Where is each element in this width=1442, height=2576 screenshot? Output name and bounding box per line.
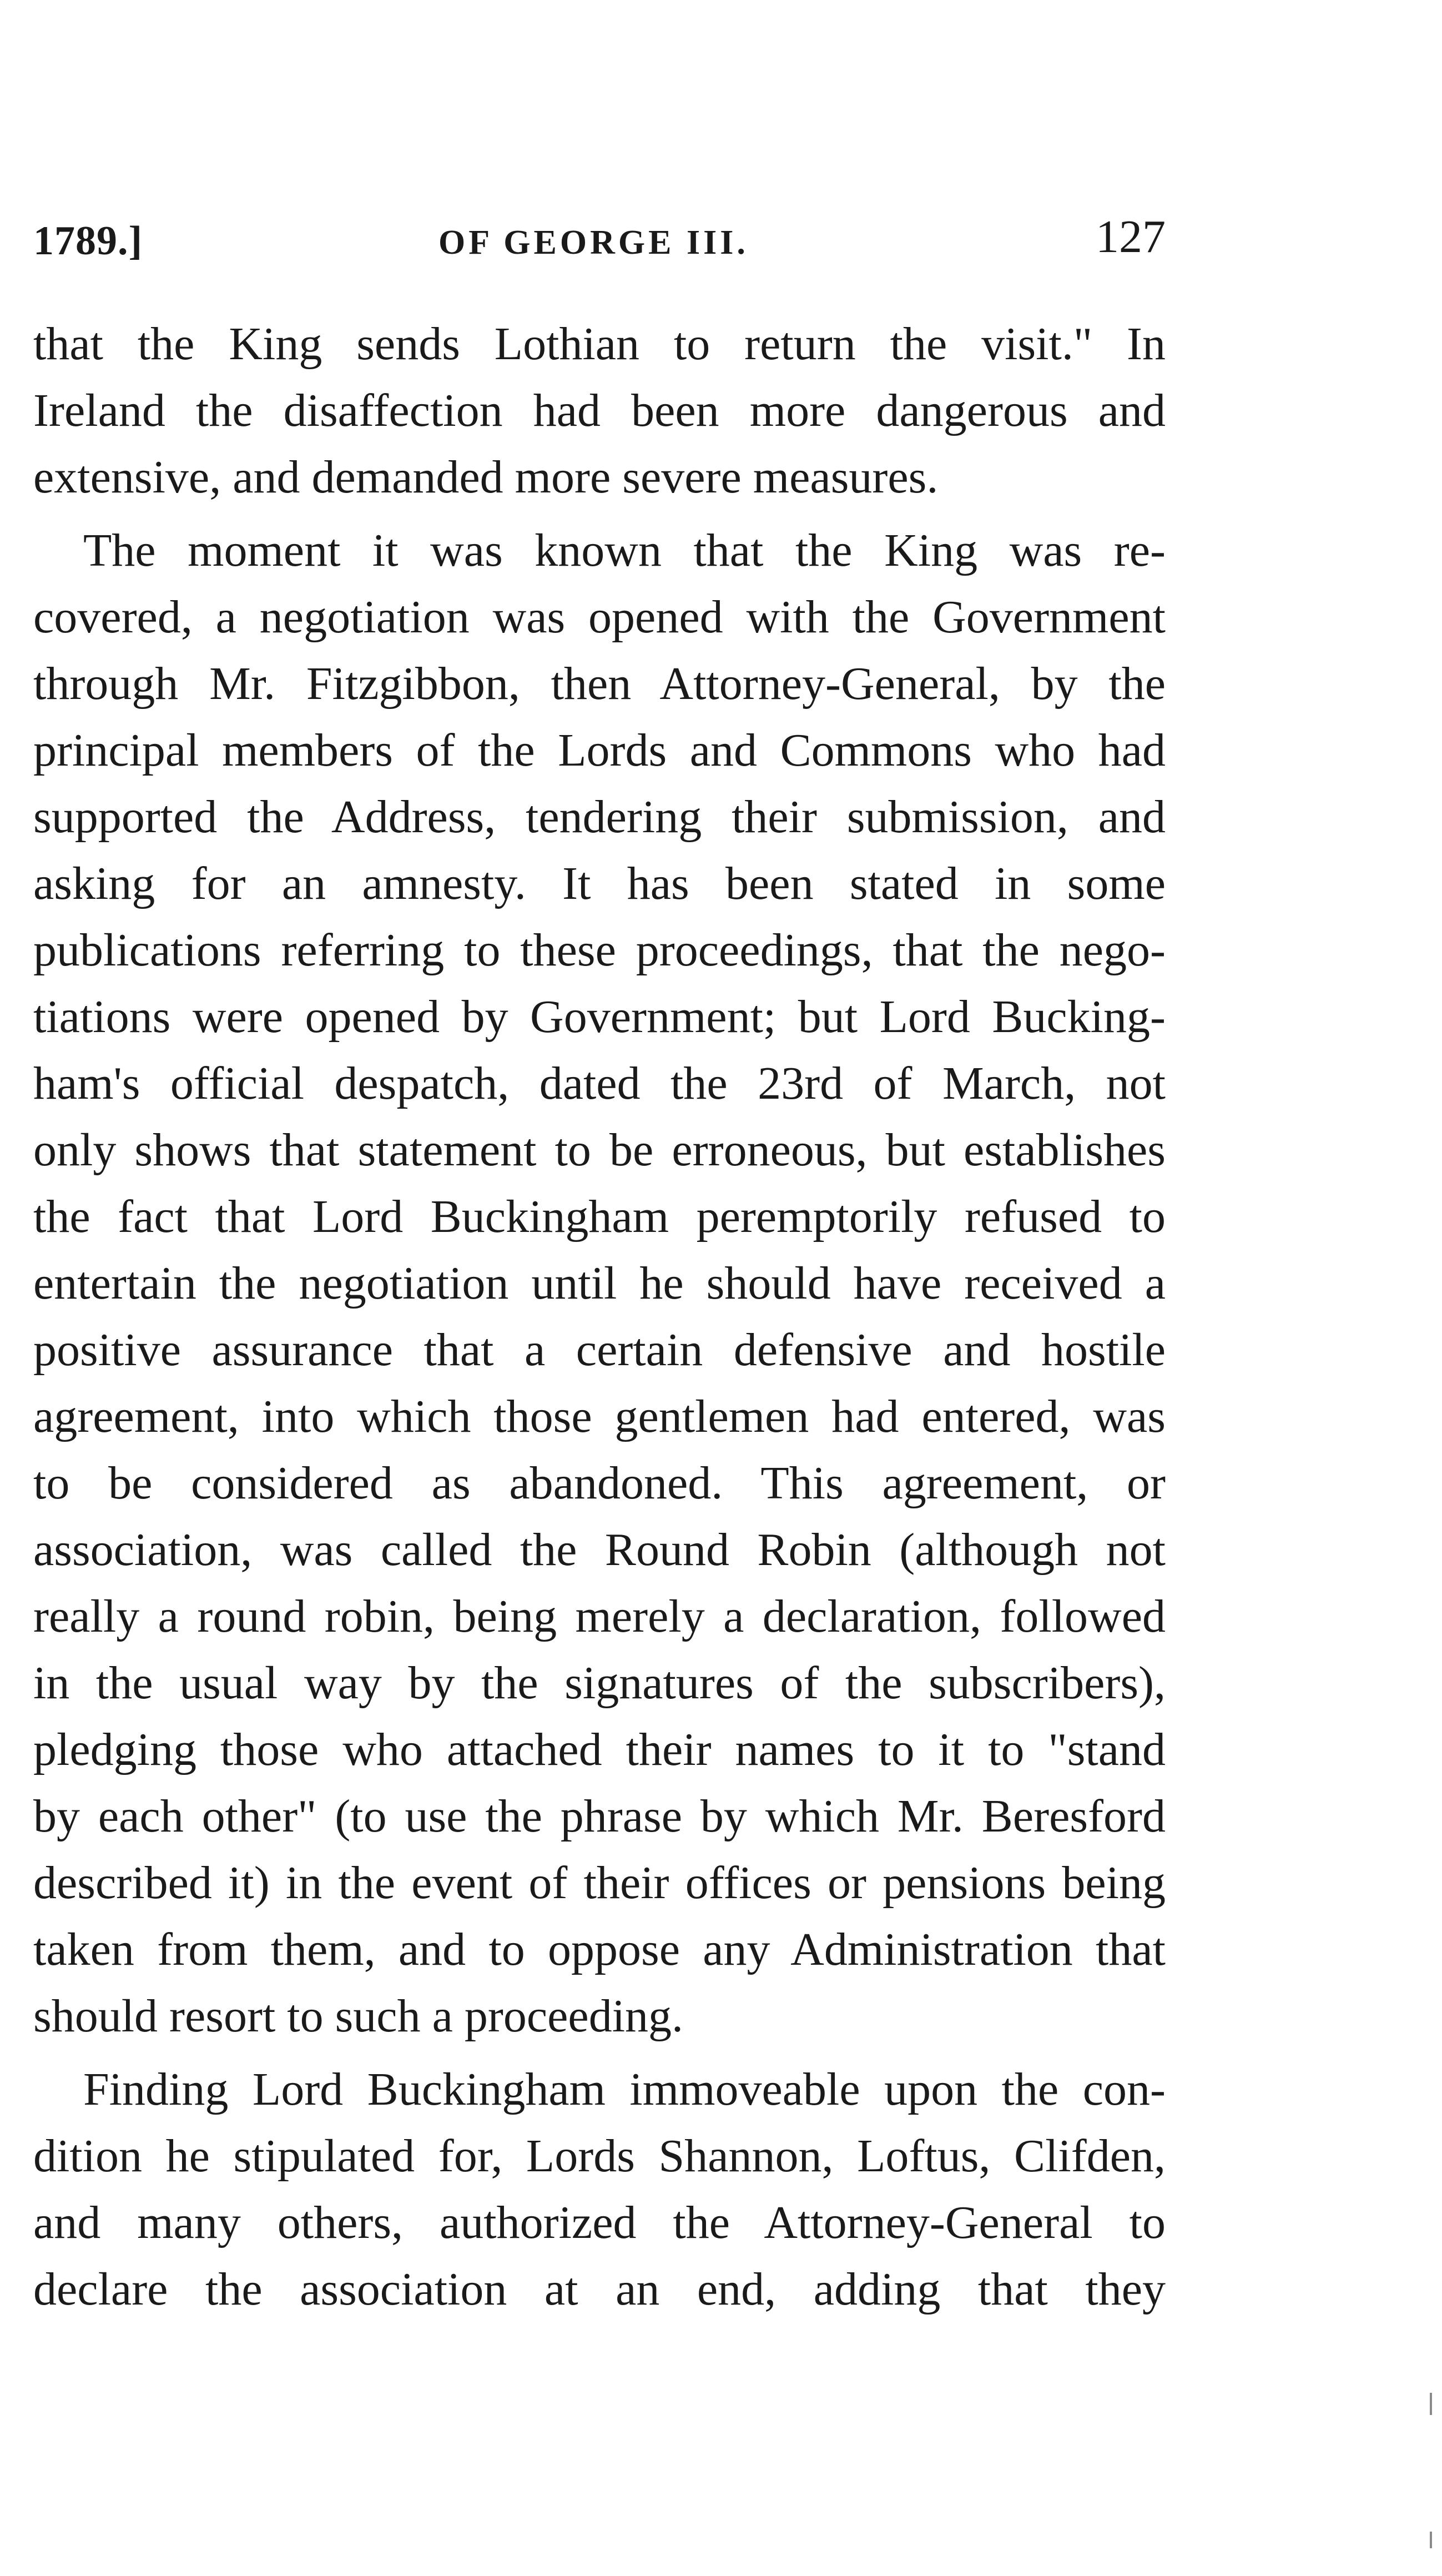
text-line: to be considered as abandoned. This agreement, or [33,1457,1166,1509]
scan-edge-mark [1430,2532,1432,2548]
text-line: through Mr. Fitzgibbon, then Attorney-General, by the [33,658,1166,710]
text-line: extensive, and demanded more severe measures. [33,451,939,503]
text-line: association, was called the Round Robin (although not [33,1524,1166,1576]
text-line: entertain the negotiation until he should have received a [33,1257,1166,1309]
text-line: that the King sends Lothian to return the visit." In [33,318,1166,370]
text-line: described it) in the event of their offices or pensions being [33,1857,1166,1909]
text-line: agreement, into which those gentlemen had entered, was [33,1391,1166,1442]
text-line: pledging those who attached their names to it to "stand [33,1724,1166,1775]
header-year: 1789.] [33,218,143,264]
paragraph-first-line: The moment it was known that the King was re- [83,525,1166,576]
text-line: supported the Address, tendering their submission, and [33,791,1166,843]
text-line: publications referring to these proceedings, that the nego- [33,924,1166,976]
text-line: should resort to such a proceeding. [33,1990,684,2042]
text-line: declare the association at an end, adding that they [33,2263,1166,2315]
text-line: and many others, authorized the Attorney-General to [33,2197,1166,2248]
text-line: covered, a negotiation was opened with the Government [33,591,1166,643]
page-number: 127 [1096,211,1166,263]
text-line: in the usual way by the signatures of the subscribers), [33,1657,1166,1709]
text-line: really a round robin, being merely a declaration, followed [33,1591,1166,1642]
scan-edge-mark [1430,2393,1432,2415]
text-line: the fact that Lord Buckingham peremptorily refused to [33,1191,1166,1242]
header-title: OF GEORGE III. [438,224,749,261]
paragraph-first-line: Finding Lord Buckingham immoveable upon the con- [83,2064,1166,2115]
text-line: Ireland the disaffection had been more dangerous and [33,385,1166,436]
text-line: by each other" (to use the phrase by which Mr. Beresford [33,1790,1166,1842]
text-line: ham's official despatch, dated the 23rd of March, not [33,1058,1166,1109]
text-line: positive assurance that a certain defensive and hostile [33,1324,1166,1376]
text-line: taken from them, and to oppose any Administration that [33,1924,1166,1975]
text-line: asking for an amnesty. It has been stated in some [33,858,1166,909]
text-line: principal members of the Lords and Commons who had [33,724,1166,776]
text-line: tiations were opened by Government; but Lord Bucking- [33,991,1166,1043]
text-line: only shows that statement to be erroneous, but establishes [33,1124,1166,1176]
body-text [33,311,1166,2323]
text-line: dition he stipulated for, Lords Shannon, Loftus, Clifden, [33,2130,1166,2182]
running-header [33,211,1166,279]
